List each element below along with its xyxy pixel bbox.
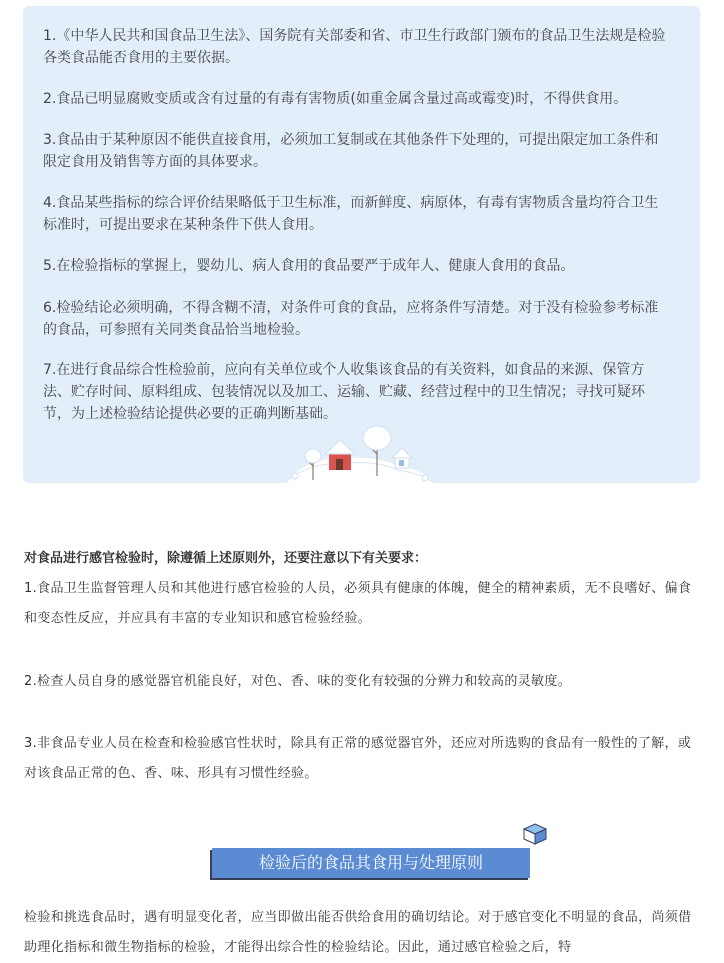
principle-7: 7.在进行食品综合性检验前，应向有关单位或个人收集该食品的有关资料，如食品的来源、保管方法、贮存时间、原料组成、包装情况以及加工、运输、贮藏、经营过程中的卫生情况；寻找可疑环节，为上述检验结论提供必要的正确判断基础。 xyxy=(43,362,645,422)
winter-village-illustration xyxy=(285,418,435,483)
cube-icon xyxy=(522,822,548,846)
principle-6: 6.检验结论必须明确，不得含糊不清，对条件可食的食品，应将条件写清楚。对于没有检验参考标准的食品，可参照有关同类食品恰当地检验。 xyxy=(43,300,659,338)
closing-paragraph: 检验和挑选食品时，遇有明显变化者，应当即做出能否供给食用的确切结论。对于感官变化不明显的食品，尚须借助理化指标和微生物指标的检验，才能得出综合性的检验结论。因此，通过感官检验之后，特 xyxy=(24,910,692,955)
principle-5: 5.在检验指标的掌握上，婴幼儿、病人食用的食品要严于成年人、健康人食用的食品。 xyxy=(43,258,575,274)
principle-3: 3.食品由于某种原因不能供直接食用，必须加工复制或在其他条件下处理的，可提出限定加工条件和限定食用及销售等方面的具体要求。 xyxy=(43,132,659,170)
principle-1: 1.《中华人民共和国食品卫生法》、国务院有关部委和省、市卫生行政部门颁布的食品卫生法规是检验各类食品能否食用的主要依据。 xyxy=(43,28,666,66)
section-banner xyxy=(210,822,550,882)
sensory-item-2: 2.检查人员自身的感觉器官机能良好，对色、香、味的变化有较强的分辨力和较高的灵敏度。 xyxy=(24,674,572,689)
banner-title: 检验后的食品其食用与处理原则 xyxy=(212,848,530,878)
principle-2: 2.食品已明显腐败变质或含有过量的有毒有害物质(如重金属含量过高或霉变)时，不得供食用。 xyxy=(43,91,628,107)
principle-4: 4.食品某些指标的综合评价结果略低于卫生标准，而新鲜度、病原体，有毒有害物质含量均符合卫生标准时，可提出要求在某种条件下供人食用。 xyxy=(43,195,659,233)
sensory-item-3: 3.非食品专业人员在检查和检验感官性状时，除具有正常的感觉器官外，还应对所选购的食品有一般性的了解，或对该食品正常的色、香、味、形具有习惯性经验。 xyxy=(24,736,692,781)
sensory-heading: 对食品进行感官检验时，除遵循上述原则外，还要注意以下有关要求： xyxy=(24,551,428,566)
sensory-item-1: 1.食品卫生监督管理人员和其他进行感官检验的人员，必须具有健康的体魄，健全的精神素质，无不良嗜好、偏食和变态性反应，并应具有丰富的专业知识和感官检验经验。 xyxy=(24,581,692,626)
